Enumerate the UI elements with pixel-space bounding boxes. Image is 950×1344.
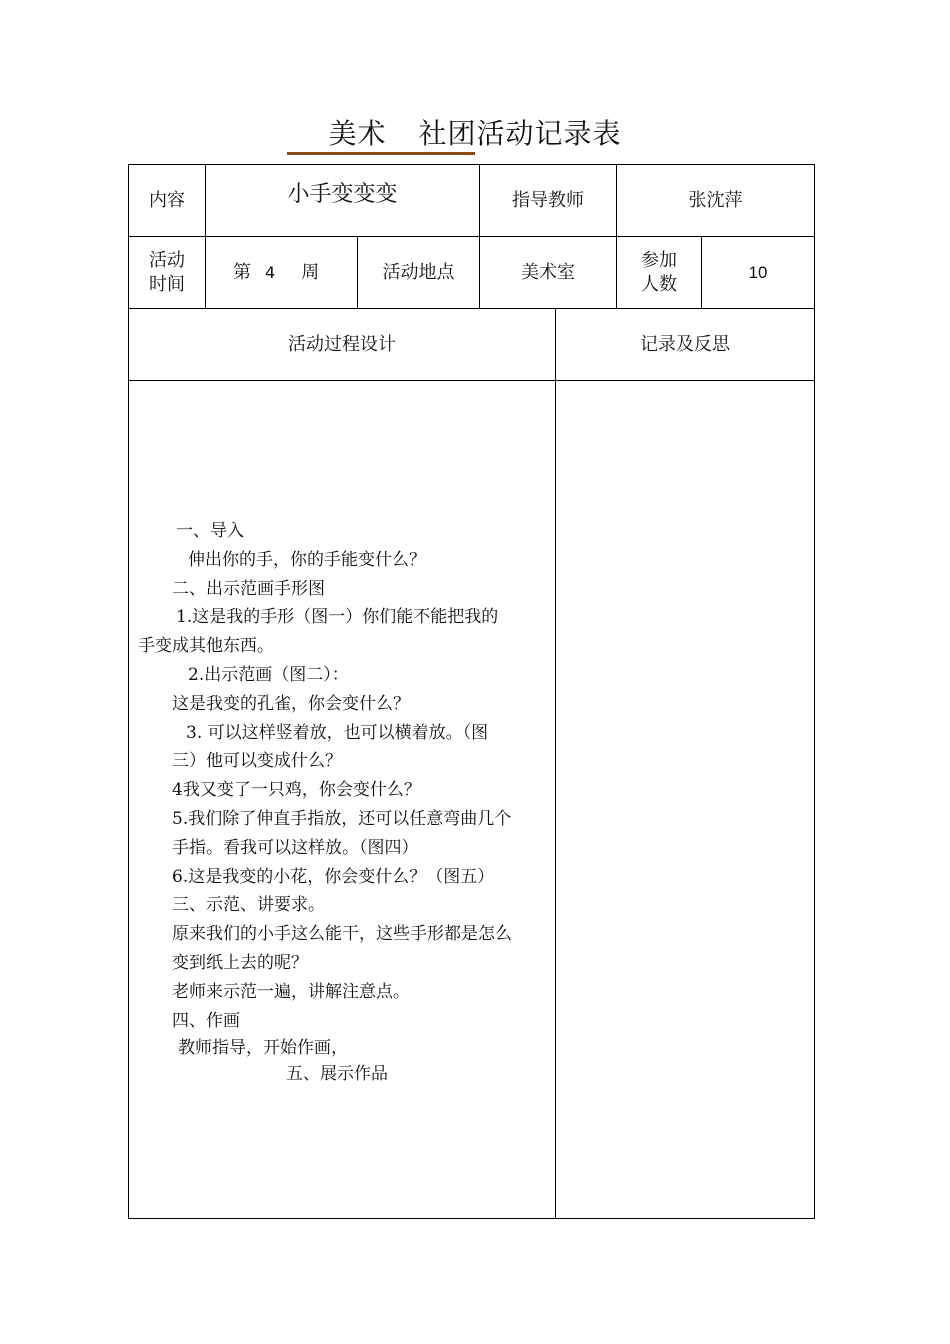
reflection-header: 记录及反思 [640, 333, 730, 355]
body-line: 教师指导，开始作画， [178, 1038, 348, 1059]
body-line: 老师来示范一遍，讲解注意点。 [172, 981, 410, 1002]
week-value [206, 237, 357, 308]
body-line: 2.出示范画（图二）： [188, 664, 349, 685]
body-line: 6.这是我变的小花，你会变什么？（图五） [172, 866, 495, 887]
body-line: 原来我们的小手这么能干，这些手形都是怎么 [172, 924, 512, 945]
body-line: 手变成其他东西。 [138, 636, 274, 657]
count-label [617, 237, 701, 308]
time-label-line1: 活动 [149, 249, 185, 271]
teacher-value: 张沈萍 [688, 189, 743, 211]
title-underline [287, 152, 475, 155]
content-value: 小手变变变 [287, 182, 398, 207]
body-line: 5.我们除了伸直手指放，还可以任意弯曲几个 [172, 808, 512, 829]
place-value: 美术室 [521, 261, 575, 283]
table-border [814, 164, 815, 1219]
body-line: 五、展示作品 [286, 1064, 388, 1085]
body-line: 伸出你的手，你的手能变什么？ [188, 549, 426, 570]
table-border [555, 308, 556, 1219]
title-rest: 社团活动记录表 [418, 117, 622, 150]
table-border [128, 380, 815, 381]
title-subject: 美术 [328, 117, 387, 150]
body-line: 变到纸上去的呢？ [172, 952, 308, 973]
time-label-line2: 时间 [149, 273, 185, 295]
body-line: 二、出示范画手形图 [172, 578, 325, 599]
week-number: 4 [265, 262, 276, 282]
body-line: 四、作画 [172, 1010, 240, 1031]
body-line: 4我又变了一只鸡，你会变什么？ [172, 780, 421, 801]
place-label: 活动地点 [382, 261, 455, 283]
body-line: 三）他可以变成什么？ [172, 751, 342, 772]
design-header: 活动过程设计 [288, 333, 396, 355]
body-line: 三、示范、讲要求。 [172, 895, 325, 916]
count-label-line2: 人数 [641, 273, 677, 295]
page-title [0, 112, 950, 152]
content-label: 内容 [149, 189, 185, 211]
body-line: 1.这是我的手形（图一）你们能不能把我的 [176, 607, 499, 628]
week-suffix: 周 [301, 261, 320, 283]
count-value: 10 [748, 262, 768, 282]
time-label [129, 237, 205, 308]
body-line: 手指。看我可以这样放。（图四） [172, 837, 419, 858]
week-prefix: 第 [233, 261, 251, 283]
activity-design-body [138, 517, 550, 1087]
count-label-line1: 参加 [641, 249, 677, 271]
body-line: 一、导入 [176, 521, 244, 541]
table-border [128, 1218, 815, 1219]
body-line: 3. 可以这样竖着放，也可以横着放。（图 [186, 722, 489, 743]
teacher-label: 指导教师 [512, 189, 584, 211]
body-line: 这是我变的孔雀，你会变什么？ [172, 693, 410, 714]
